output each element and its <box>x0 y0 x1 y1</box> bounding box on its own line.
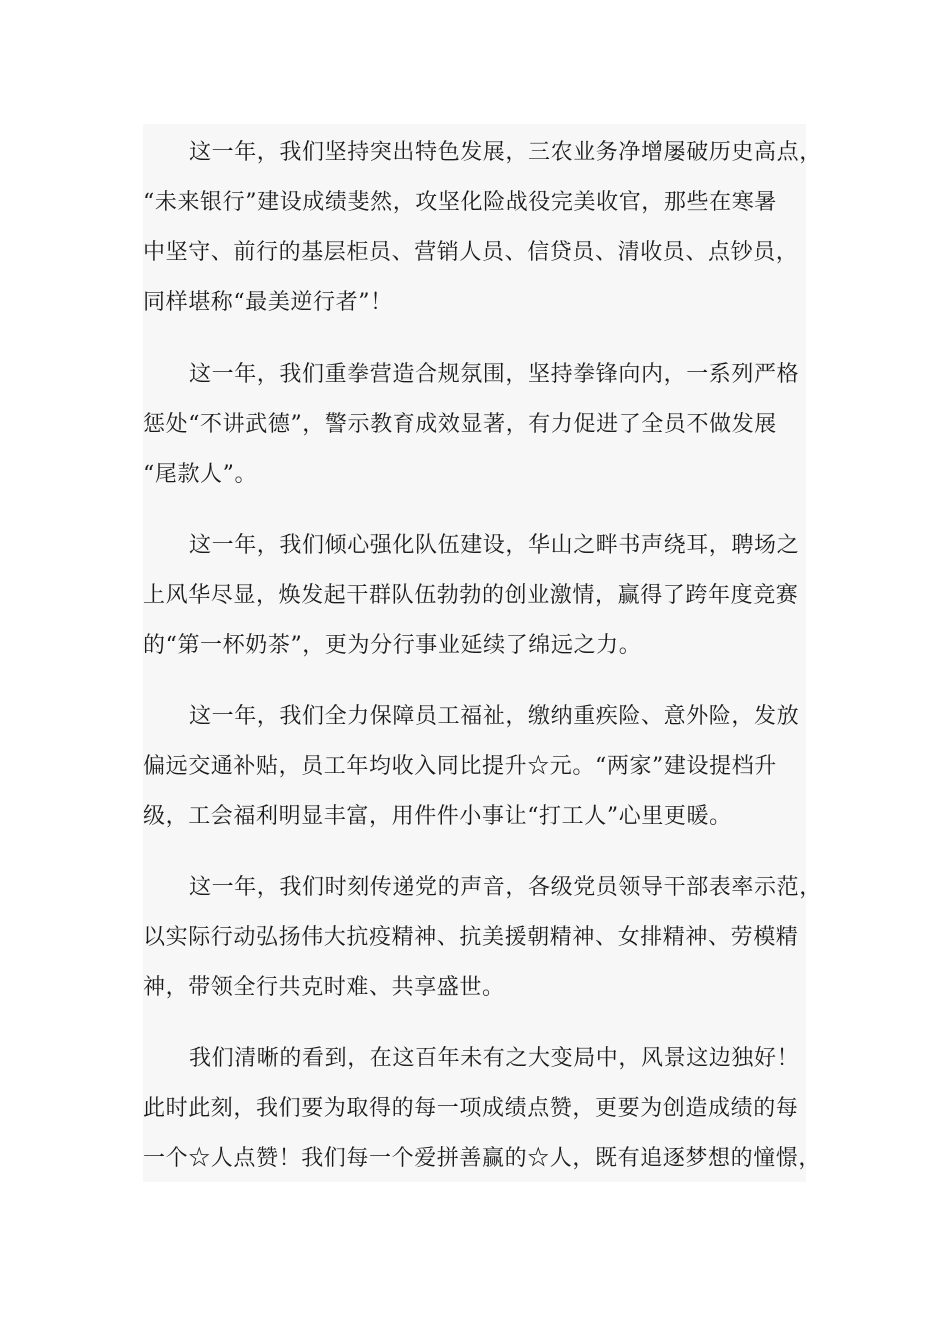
paragraph-line: “尾款人”。 <box>143 462 258 487</box>
paragraph-6 <box>143 1034 823 1184</box>
text-block <box>143 124 822 1182</box>
paragraph-5 <box>143 863 823 1013</box>
paragraph-line: 这一年，我们全力保障员工福祉，缴纳重疾险、意外险，发放 <box>189 704 800 729</box>
paragraph-line: 一个☆人点赞！我们每一个爱拼善赢的☆人，既有追逐梦想的憧憬， <box>143 1146 822 1171</box>
paragraph-4 <box>143 692 823 842</box>
paragraph-line: 这一年，我们重拳营造合规氛围，坚持拳锋向内，一系列严格 <box>189 362 800 387</box>
paragraph-line: 此时此刻，我们要为取得的每一项成绩点赞，更要为创造成绩的每 <box>143 1096 799 1121</box>
paragraph-2 <box>143 350 823 500</box>
paragraph-line: 这一年，我们倾心强化队伍建设，华山之畔书声绕耳，聘场之 <box>189 533 800 558</box>
paragraph-line: 偏远交通补贴，员工年均收入同比提升☆元。“两家”建设提档升 <box>143 754 777 779</box>
paragraph-line: 惩处“不讲武德”，警示教育成效显著，有力促进了全员不做发展 <box>143 412 777 437</box>
paragraph-line: 的“第一杯奶茶”，更为分行事业延续了绵远之力。 <box>143 633 642 658</box>
paragraph-line: 同样堪称“最美逆行者”！ <box>143 290 393 315</box>
paragraph-line: 这一年，我们时刻传递党的声音，各级党员领导干部表率示范， <box>189 875 822 900</box>
paragraph-line: 以实际行动弘扬伟大抗疫精神、抗美援朝精神、女排精神、劳模精 <box>143 925 799 950</box>
paragraph-line: 上风华尽显，焕发起干群队伍勃勃的创业激情，赢得了跨年度竞赛 <box>143 583 799 608</box>
paragraph-line: 中坚守、前行的基层柜员、营销人员、信贷员、清收员、点钞员， <box>143 240 799 265</box>
paragraph-line: “未来银行”建设成绩斐然，攻坚化险战役完美收官，那些在寒暑 <box>143 190 777 215</box>
paragraph-3 <box>143 521 823 671</box>
paragraph-line: 神，带领全行共克时难、共享盛世。 <box>143 975 505 1000</box>
paragraph-1 <box>143 128 823 328</box>
paragraph-line: 级，工会福利明显丰富，用件件小事让“打工人”心里更暖。 <box>143 804 732 829</box>
paragraph-line: 我们清晰的看到，在这百年未有之大变局中，风景这边独好！ <box>189 1046 800 1071</box>
paragraph-line: 这一年，我们坚持突出特色发展，三农业务净增屡破历史高点， <box>189 140 822 165</box>
